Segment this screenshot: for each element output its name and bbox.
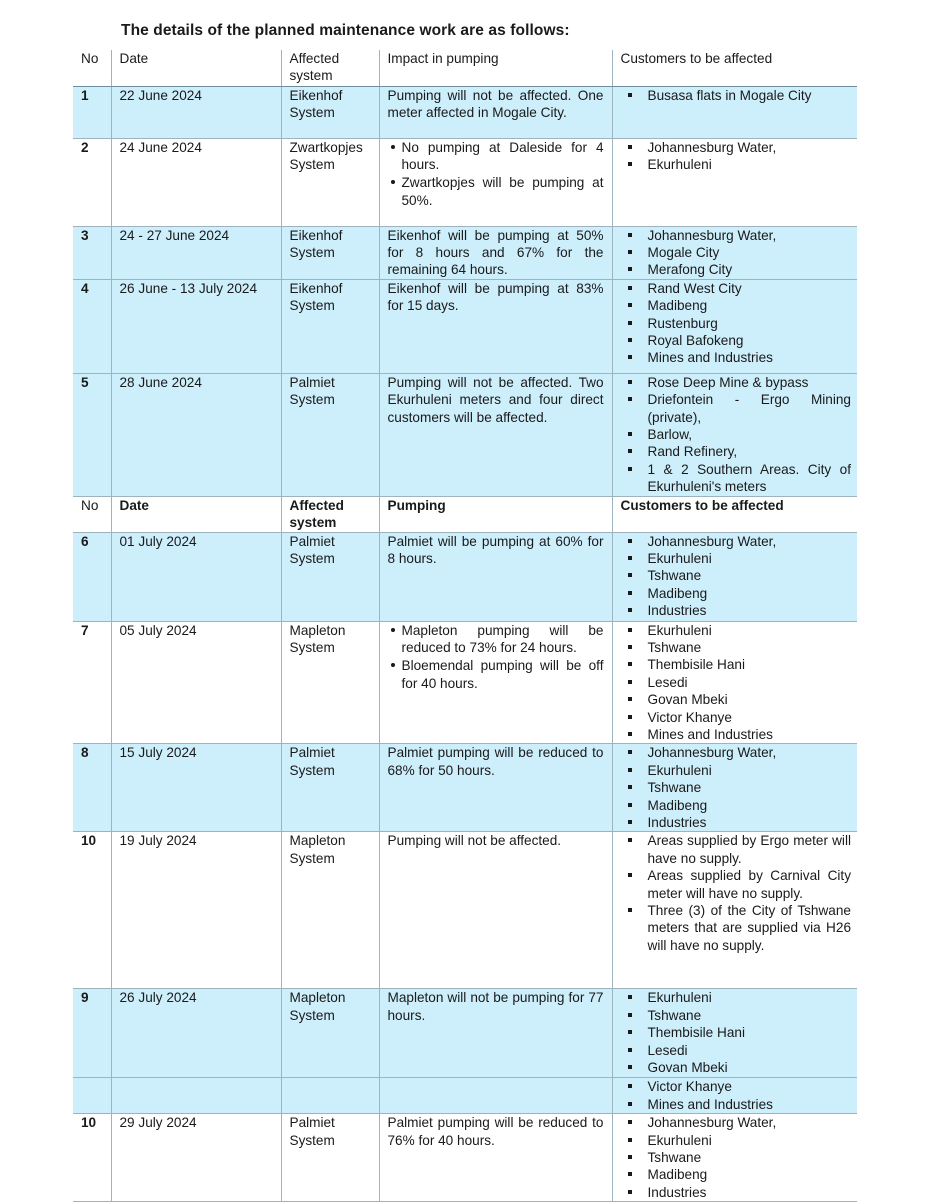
row-affected-system: Palmiet System — [281, 1114, 379, 1202]
customer-item: Johannesburg Water, — [621, 227, 852, 244]
customer-list — [621, 1114, 852, 1201]
header-date: Date — [111, 50, 281, 86]
customer-item: Ekurhuleni — [621, 550, 852, 567]
row-customers — [612, 744, 857, 832]
row-date: 26 June - 13 July 2024 — [111, 279, 281, 373]
row-customers — [612, 621, 857, 744]
table-row — [73, 279, 857, 373]
impact-point: No pumping at Daleside for 4 hours. — [388, 139, 604, 174]
row-impact: Pumping will not be affected. — [379, 832, 612, 989]
customer-item: Rand Refinery, — [621, 443, 852, 460]
row-number: 1 — [73, 86, 111, 138]
table-row — [73, 86, 857, 138]
table-row — [73, 138, 857, 226]
row-date: 26 July 2024 — [111, 989, 281, 1078]
header-affected-system: Affected system — [281, 50, 379, 86]
row-affected-system: Eikenhof System — [281, 279, 379, 373]
row-customers — [612, 226, 857, 279]
impact-list — [388, 622, 604, 693]
row-number: 6 — [73, 532, 111, 621]
customer-item: Ekurhuleni — [621, 762, 852, 779]
customer-item: Tshwane — [621, 779, 852, 796]
table-row — [73, 744, 857, 832]
row-customers — [612, 1078, 857, 1114]
header-impact: Impact in pumping — [379, 50, 612, 86]
row-date: 15 July 2024 — [111, 744, 281, 832]
customer-item: Industries — [621, 1184, 852, 1201]
row-date: 24 - 27 June 2024 — [111, 226, 281, 279]
customer-list — [621, 744, 852, 831]
header-no: No — [73, 50, 111, 86]
row-affected-system: Mapleton System — [281, 621, 379, 744]
customer-item: Tshwane — [621, 1149, 852, 1166]
row-affected-system: Eikenhof System — [281, 226, 379, 279]
row-date: 29 July 2024 — [111, 1114, 281, 1202]
table-row — [73, 373, 857, 496]
customer-item: Johannesburg Water, — [621, 533, 852, 550]
row-date: 24 June 2024 — [111, 138, 281, 226]
table-row — [73, 621, 857, 744]
subheader-affected-system: Affected system — [281, 496, 379, 532]
row-customers — [612, 373, 857, 496]
customer-item: Merafong City — [621, 261, 852, 278]
customer-item: Lesedi — [621, 1042, 852, 1059]
maintenance-table — [73, 50, 857, 1202]
row-number: 10 — [73, 832, 111, 989]
impact-point: Bloemendal pumping will be off for 40 hours. — [388, 657, 604, 692]
header-customers: Customers to be affected — [612, 50, 857, 86]
impact-point: Mapleton pumping will be reduced to 73% for 24 hours. — [388, 622, 604, 657]
customer-item: Areas supplied by Ergo meter will have no supply. — [621, 832, 852, 867]
row-date — [111, 1078, 281, 1114]
impact-list — [388, 139, 604, 210]
table-row — [73, 1078, 857, 1114]
customer-item: Johannesburg Water, — [621, 744, 852, 761]
customer-list — [621, 87, 852, 104]
row-affected-system: Palmiet System — [281, 373, 379, 496]
customer-item: Johannesburg Water, — [621, 1114, 852, 1131]
row-affected-system: Mapleton System — [281, 989, 379, 1078]
customer-list — [621, 533, 852, 620]
row-affected-system: Palmiet System — [281, 532, 379, 621]
customer-item: Victor Khanye — [621, 1078, 852, 1095]
customer-list — [621, 374, 852, 496]
subheader-no: No — [73, 496, 111, 532]
row-customers — [612, 532, 857, 621]
row-date: 22 June 2024 — [111, 86, 281, 138]
row-customers — [612, 138, 857, 226]
table-row — [73, 532, 857, 621]
row-date: 01 July 2024 — [111, 532, 281, 621]
table-subheader — [73, 496, 857, 532]
row-impact — [379, 621, 612, 744]
subheader-pumping: Pumping — [379, 496, 612, 532]
impact-point: Zwartkopjes will be pumping at 50%. — [388, 174, 604, 209]
customer-item: Johannesburg Water, — [621, 139, 852, 156]
customer-item: Areas supplied by Carnival City meter will have no supply. — [621, 867, 852, 902]
row-impact: Eikenhof will be pumping at 50% for 8 hours and 67% for the remaining 64 hours. — [379, 226, 612, 279]
customer-item: Govan Mbeki — [621, 1059, 852, 1076]
row-customers — [612, 279, 857, 373]
row-number: 8 — [73, 744, 111, 832]
customer-list — [621, 989, 852, 1076]
table-row — [73, 226, 857, 279]
row-number: 9 — [73, 989, 111, 1078]
customer-item: Busasa flats in Mogale City — [621, 87, 852, 104]
row-affected-system: Mapleton System — [281, 832, 379, 989]
row-affected-system: Palmiet System — [281, 744, 379, 832]
customer-item: Thembisile Hani — [621, 656, 852, 673]
row-customers — [612, 1114, 857, 1202]
row-number: 5 — [73, 373, 111, 496]
customer-item: Ekurhuleni — [621, 1132, 852, 1149]
row-affected-system: Zwartkopjes System — [281, 138, 379, 226]
row-impact: Palmiet pumping will be reduced to 68% for 50 hours. — [379, 744, 612, 832]
table-row — [73, 1114, 857, 1202]
customer-item: Mines and Industries — [621, 1096, 852, 1113]
customer-item: Rose Deep Mine & bypass — [621, 374, 852, 391]
customer-item: Govan Mbeki — [621, 691, 852, 708]
table-header — [73, 50, 857, 86]
row-number: 10 — [73, 1114, 111, 1202]
customer-list — [621, 280, 852, 367]
row-impact: Palmiet will be pumping at 60% for 8 hours. — [379, 532, 612, 621]
row-number: 7 — [73, 621, 111, 744]
row-customers — [612, 86, 857, 138]
customer-list — [621, 139, 852, 174]
row-impact: Pumping will not be affected. Two Ekurhuleni meters and four direct customers will be affected. — [379, 373, 612, 496]
row-customers — [612, 989, 857, 1078]
customer-item: Mines and Industries — [621, 349, 852, 366]
row-customers — [612, 832, 857, 989]
customer-item: Tshwane — [621, 639, 852, 656]
subheader-date: Date — [111, 496, 281, 532]
customer-item: Lesedi — [621, 674, 852, 691]
customer-item: Madibeng — [621, 1166, 852, 1183]
customer-item: Three (3) of the City of Tshwane meters that are supplied via H26 will have no supply. — [621, 902, 852, 954]
row-impact: Palmiet pumping will be reduced to 76% for 40 hours. — [379, 1114, 612, 1202]
customer-item: Barlow, — [621, 426, 852, 443]
customer-item: Driefontein - Ergo Mining (private), — [621, 391, 852, 426]
customer-list — [621, 832, 852, 954]
row-date: 05 July 2024 — [111, 621, 281, 744]
customer-item: Tshwane — [621, 1007, 852, 1024]
customer-item: Ekurhuleni — [621, 989, 852, 1006]
row-number: 3 — [73, 226, 111, 279]
table-row — [73, 832, 857, 989]
customer-item: Tshwane — [621, 567, 852, 584]
customer-item: Ekurhuleni — [621, 156, 852, 173]
customer-item: Victor Khanye — [621, 709, 852, 726]
row-impact: Pumping will not be affected. One meter affected in Mogale City. — [379, 86, 612, 138]
row-affected-system: Eikenhof System — [281, 86, 379, 138]
customer-item: Rustenburg — [621, 315, 852, 332]
customer-item: Madibeng — [621, 297, 852, 314]
row-impact: Mapleton will not be pumping for 77 hours. — [379, 989, 612, 1078]
customer-item: Madibeng — [621, 585, 852, 602]
row-impact: Eikenhof will be pumping at 83% for 15 days. — [379, 279, 612, 373]
customer-item: Ekurhuleni — [621, 622, 852, 639]
customer-item: Thembisile Hani — [621, 1024, 852, 1041]
customer-list — [621, 1078, 852, 1113]
customer-item: 1 & 2 Southern Areas. City of Ekurhuleni's meters — [621, 461, 852, 496]
row-affected-system — [281, 1078, 379, 1114]
customer-item: Mines and Industries — [621, 726, 852, 743]
row-number — [73, 1078, 111, 1114]
customer-item: Madibeng — [621, 797, 852, 814]
row-impact — [379, 1078, 612, 1114]
row-impact — [379, 138, 612, 226]
table-row — [73, 989, 857, 1078]
row-date: 19 July 2024 — [111, 832, 281, 989]
row-number: 2 — [73, 138, 111, 226]
page-title: The details of the planned maintenance work are as follows: — [121, 22, 570, 39]
row-date: 28 June 2024 — [111, 373, 281, 496]
customer-item: Industries — [621, 602, 852, 619]
customer-item: Rand West City — [621, 280, 852, 297]
customer-item: Mogale City — [621, 244, 852, 261]
customer-item: Industries — [621, 814, 852, 831]
customer-list — [621, 622, 852, 744]
row-number: 4 — [73, 279, 111, 373]
customer-item: Royal Bafokeng — [621, 332, 852, 349]
customer-list — [621, 227, 852, 279]
subheader-customers: Customers to be affected — [612, 496, 857, 532]
